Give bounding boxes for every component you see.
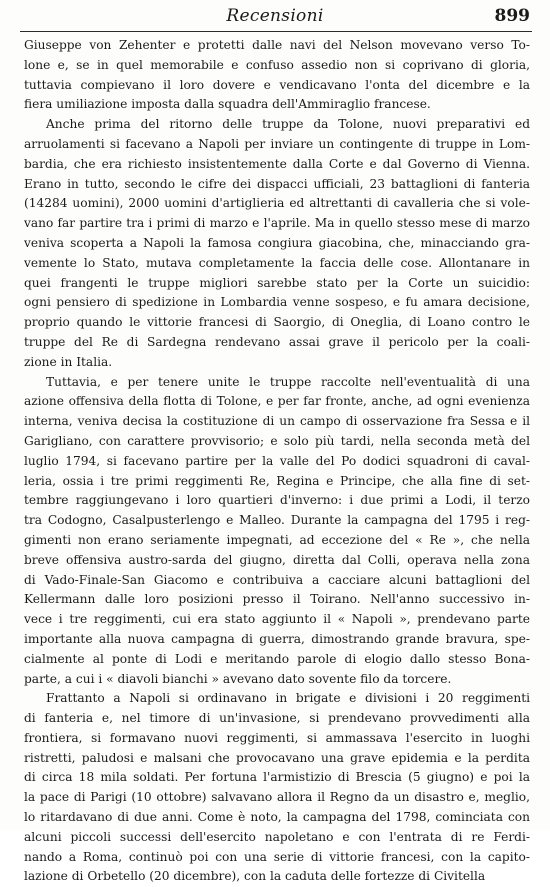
text-line: di circa 18 mila soldati. Per fortuna l'armistizio di Brescia (5 giugno) e poi la [24, 770, 530, 785]
body-text [24, 36, 530, 887]
text-line: Garigliano, con carattere provvisorio; e solo più tardi, nella seconda metà del [24, 433, 530, 448]
text-line: Erano in tutto, secondo le cifre dei dispacci ufficiali, 23 battaglioni di fanteria [24, 176, 530, 191]
text-line: vemente lo Stato, mutava completamente la faccia delle cose. Allontanare in [24, 255, 530, 270]
text-line: vano far partire tra i primi di marzo e l'aprile. Ma in quello stesso mese di marzo [24, 216, 530, 231]
paragraph [24, 373, 530, 690]
text-line: nando a Roma, continuò poi con una serie di vittorie francesi, con la capito- [24, 849, 530, 864]
text-line: quei frangenti le truppe migliori sarebbe stato per la Corte un suicidio: [24, 275, 530, 290]
text-line: Kellermann dalle loro posizioni presso il Toirano. Nell'anno successivo in- [24, 592, 530, 607]
text-line: breve offensiva austro-sarda del giugno, diretta dal Colli, operava nella zona [24, 552, 530, 567]
text-line: azione offensiva della flotta di Tolone, e per far fronte, anche, ad ogni evenienza [24, 394, 530, 409]
running-title: Recensioni [226, 6, 324, 26]
text-line: lazione di Orbetello (20 dicembre), con la caduta delle fortezze di Civitella [24, 869, 486, 884]
paragraph [24, 115, 530, 372]
text-line: vece i tre reggimenti, cui era stato aggiunto il « Napoli », prendevano parte [24, 612, 530, 627]
header-rule [20, 31, 532, 32]
text-line: Anche prima del ritorno delle truppe da Tolone, nuovi preparativi ed [46, 117, 530, 132]
text-line: veniva scoperta a Napoli la famosa congiura giacobina, che, minacciando gra- [24, 235, 530, 250]
text-line: ristretti, paludosi e malsani che provocavano una grave epidemia e la perdita [24, 750, 530, 765]
text-line: di Vado-Finale-San Giacomo e contribuiva a cacciare alcuni battaglioni del [24, 572, 530, 587]
text-line: leria, ossia i tre primi reggimenti Re, Regina e Principe, che alla fine di set- [24, 473, 530, 488]
text-line: bardia, che era richiesto insistentemente dalla Corte e dal Governo di Vienna. [24, 156, 530, 171]
text-line: Giuseppe von Zehenter e protetti dalle navi del Nelson movevano verso To- [24, 38, 530, 52]
text-line: lone e, se in quel memorabile e confuso assedio non si coprivano di gloria, [24, 57, 530, 72]
text-line: zione in Italia. [24, 354, 113, 369]
text-line: tra Codogno, Casalpusterlengo e Malleo. Durante la campagna del 1795 i reg- [24, 513, 530, 528]
running-head [20, 2, 530, 32]
paragraph [24, 689, 530, 887]
text-line: Tuttavia, e per tenere unite le truppe raccolte nell'eventualità di una [46, 374, 530, 389]
text-line: (14284 uomini), 2000 uomini d'artiglieria ed altrettanti di cavalleria che si vole- [24, 196, 530, 211]
page-number: 899 [494, 6, 530, 26]
text-line: parte, a cui i « diavoli bianchi » avevano dato sovente filo da torcere. [24, 671, 452, 686]
text-line: luglio 1794, si facevano partire per la valle del Po dodici squadroni di caval- [24, 453, 530, 468]
text-line: interna, veniva decisa la costituzione di un campo di osservazione fra Sessa e il [24, 414, 530, 429]
text-line: Frattanto a Napoli si ordinavano in brigate e divisioni i 20 reggimenti [46, 691, 530, 706]
text-line: tembre raggiungevano i loro quartieri d'inverno: i due primi a Lodi, il terzo [24, 493, 530, 508]
text-line: importante alla nuova campagna di guerra, dimostrando grande bravura, spe- [24, 631, 530, 646]
text-line: ogni pensiero di spedizione in Lombardia venne sospeso, e fu amara decisione, [24, 295, 530, 310]
text-line: fiera umiliazione imposta dalla squadra dell'Ammiraglio francese. [24, 97, 431, 112]
text-line: alcuni piccoli successi dell'esercito napoletano e con l'entrata di re Ferdi- [24, 829, 530, 844]
text-line: la pace di Parigi (10 ottobre) salvavano allora il Regno da un disastro e, meglio, [24, 790, 530, 805]
text-line: di fanteria e, nel timore di un'invasione, si prendevano provvedimenti alla [24, 711, 530, 726]
text-line: truppe del Re di Sardegna rendevano assai grave il pericolo per la coali- [24, 334, 530, 349]
text-line: lo ritardavano di due anni. Come è noto, la campagna del 1798, cominciata con [24, 810, 530, 825]
text-line: frontiera, si formavano nuovi reggimenti, si ammassava l'esercito in luoghi [24, 730, 530, 745]
text-line: gimenti non erano seriamente impegnati, ad eccezione del « Re », che nella [24, 532, 530, 547]
text-line: proprio quando le vittorie francesi di Saorgio, di Oneglia, di Loano contro le [24, 315, 530, 330]
text-line: cialmente al ponte di Lodi e meritando parole di elogio dallo stesso Bona- [24, 651, 530, 666]
text-line: tuttavia compievano il loro dovere e vendicavano l'onta del dicembre e la [24, 77, 530, 92]
text-line: arruolamenti si facevano a Napoli per inviare un contingente di truppe in Lom- [24, 136, 530, 151]
paragraph [24, 36, 530, 115]
